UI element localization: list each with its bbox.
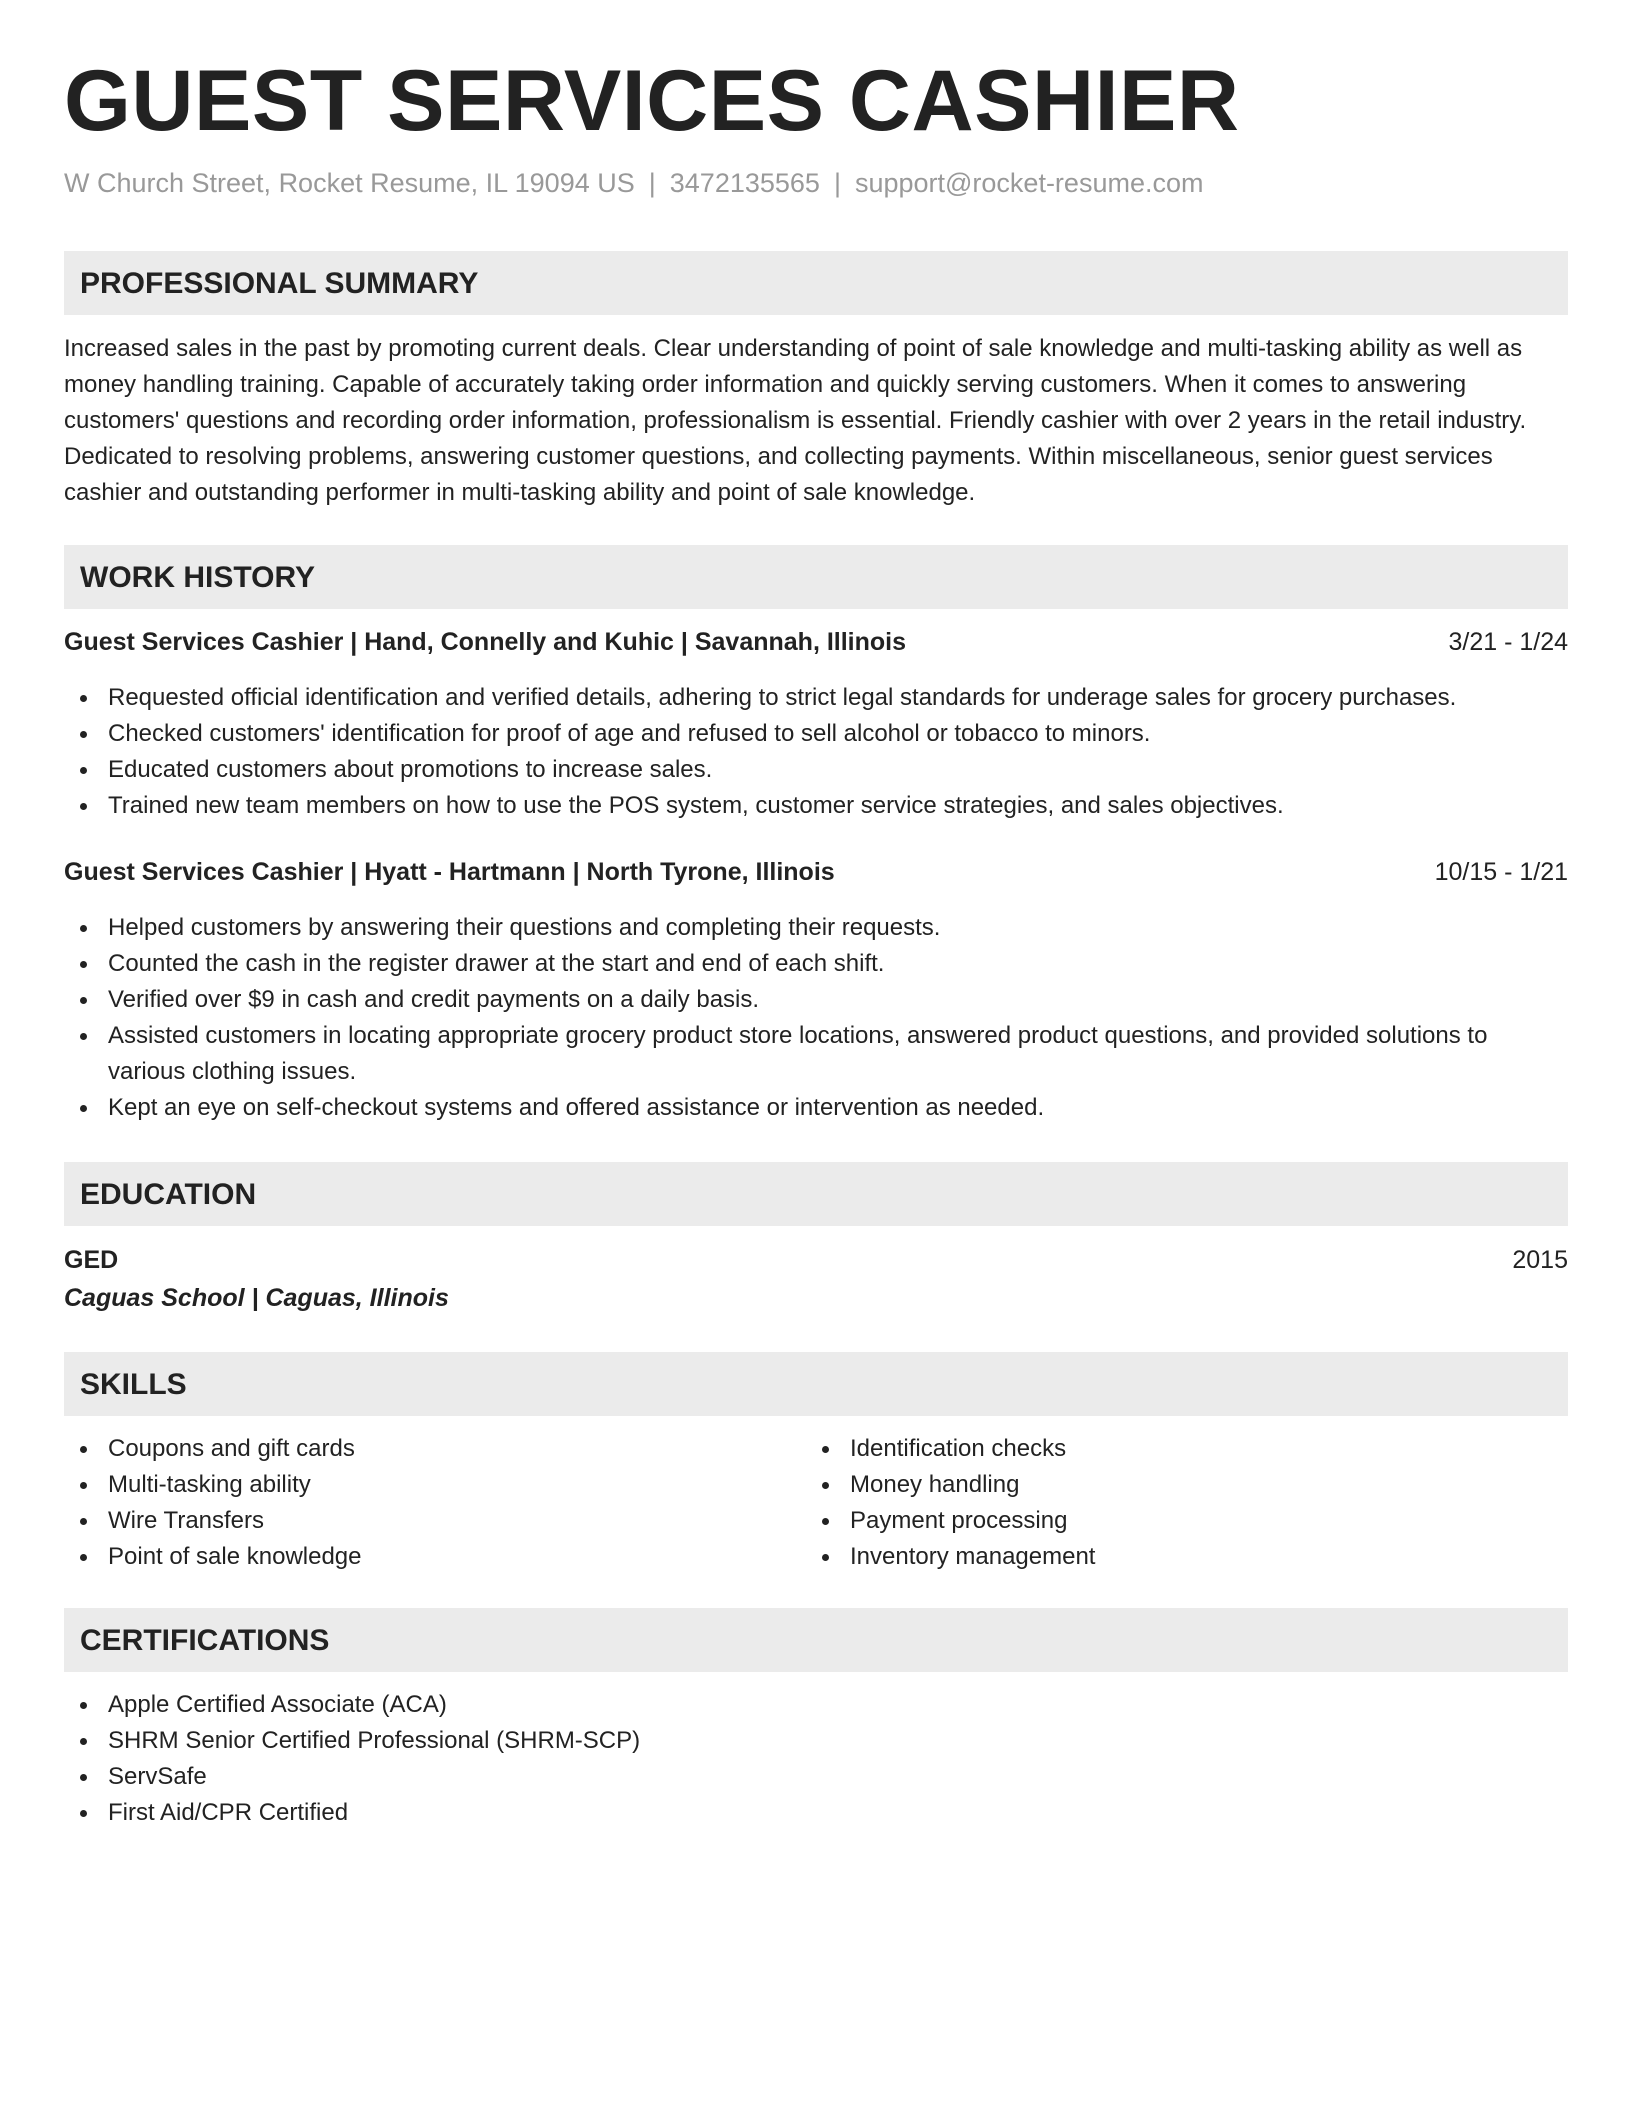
job-heading-2: [64, 858, 1568, 894]
list-item: Requested official identification and verified details, adhering to strict legal standards for underage sales for grocery purchases.: [64, 680, 1568, 716]
job-dates: 3/21 - 1/24: [1448, 628, 1568, 656]
list-item: Inventory management: [806, 1539, 1632, 1575]
list-item: Assisted customers in locating appropriate grocery product store locations, answered product questions, and provided solutions to various clothing issues.: [64, 1018, 1568, 1090]
list-item: Educated customers about promotions to increase sales.: [64, 752, 1568, 788]
list-item: Apple Certified Associate (ACA): [64, 1687, 1568, 1723]
education-degree: GED: [64, 1246, 119, 1274]
list-item: Identification checks: [806, 1431, 1632, 1467]
list-item: Trained new team members on how to use the POS system, customer service strategies, and sales objectives.: [64, 788, 1568, 824]
list-item: Counted the cash in the register drawer at the start and end of each shift.: [64, 946, 1568, 982]
certifications-header: [64, 1608, 1568, 1672]
education-school: Caguas School | Caguas, Illinois: [64, 1284, 449, 1312]
certifications-list: [64, 1687, 1568, 1831]
candidate-name: GUEST SERVICES CASHIER: [64, 53, 1240, 149]
job-title: Guest Services Cashier | Hand, Connelly and Kuhic | Savannah, Illinois: [64, 628, 907, 656]
list-item: First Aid/CPR Certified: [64, 1795, 1568, 1831]
summary-title: PROFESSIONAL SUMMARY: [80, 267, 479, 300]
job-bullets-2: [64, 910, 1568, 1126]
list-item: Coupons and gift cards: [64, 1431, 1568, 1467]
list-item: Checked customers' identification for proof of age and refused to sell alcohol or tobacco to minors.: [64, 716, 1568, 752]
contact-separator: |: [648, 168, 656, 198]
list-item: Wire Transfers: [64, 1503, 1568, 1539]
contact-line: [64, 168, 1203, 199]
contact-separator: |: [833, 168, 841, 198]
summary-text: Increased sales in the past by promoting current deals. Clear understanding of point of sale knowledge and multi-tasking ability as well as money handling training. Capable of accurately taking order information and quickly serving customers. When it comes to answering customers' questions and recording order information, professionalism is essential. Friendly cashier with over 2 years in the retail industry. Dedicated to resolving problems, answering customer questions, and collecting payments. Within miscellaneous, senior guest services cashier and outstanding performer in multi-tasking ability and point of sale knowledge.: [64, 335, 1527, 506]
certifications-title: CERTIFICATIONS: [80, 1624, 330, 1657]
list-item: SHRM Senior Certified Professional (SHRM-SCP): [64, 1723, 1568, 1759]
education-title: EDUCATION: [80, 1178, 257, 1211]
work-history-header: [64, 545, 1568, 609]
contact-phone: 3472135565: [669, 168, 820, 198]
skills-title: SKILLS: [80, 1368, 187, 1401]
summary-header: [64, 251, 1568, 315]
skills-list-right: [806, 1431, 1632, 1575]
job-heading-1: [64, 628, 1568, 664]
education-year: 2015: [1512, 1246, 1568, 1274]
skills-header: [64, 1352, 1568, 1416]
list-item: Point of sale knowledge: [64, 1539, 1568, 1575]
list-item: Payment processing: [806, 1503, 1632, 1539]
contact-email: support@rocket-resume.com: [854, 168, 1204, 198]
job-bullets-1: [64, 680, 1568, 824]
list-item: Helped customers by answering their questions and completing their requests.: [64, 910, 1568, 946]
education-header: [64, 1162, 1568, 1226]
job-dates: 10/15 - 1/21: [1434, 858, 1568, 886]
contact-address: W Church Street, Rocket Resume, IL 19094 US: [64, 168, 635, 198]
list-item: Money handling: [806, 1467, 1632, 1503]
list-item: Kept an eye on self-checkout systems and offered assistance or intervention as needed.: [64, 1090, 1568, 1126]
list-item: Verified over $9 in cash and credit payments on a daily basis.: [64, 982, 1568, 1018]
list-item: Multi-tasking ability: [64, 1467, 1568, 1503]
job-title: Guest Services Cashier | Hyatt - Hartmann | North Tyrone, Illinois: [64, 858, 835, 886]
list-item: ServSafe: [64, 1759, 1568, 1795]
work-history-title: WORK HISTORY: [80, 561, 316, 594]
